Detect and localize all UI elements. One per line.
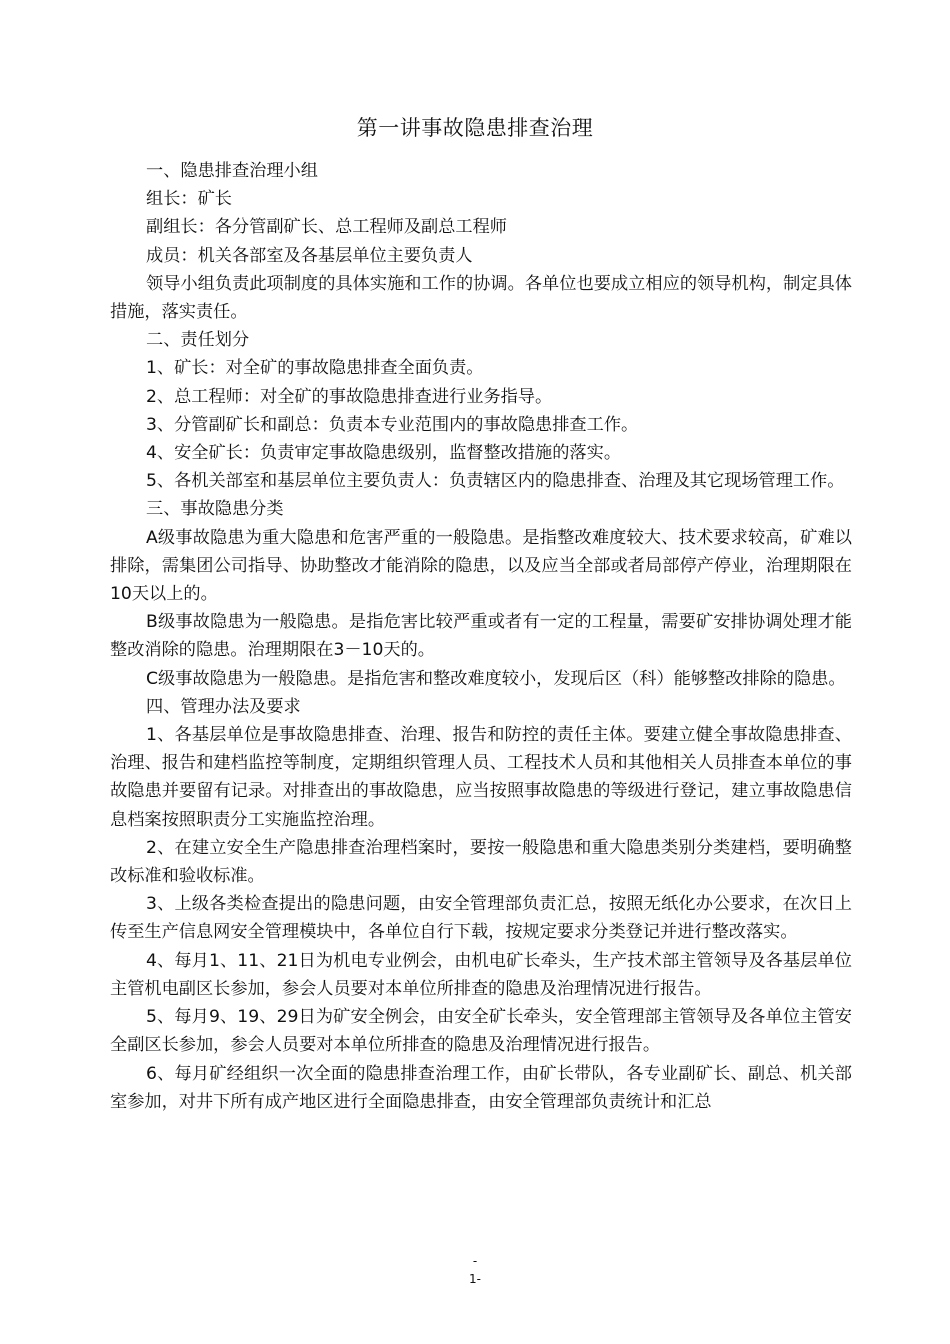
section-heading-2: 二、责任划分: [146, 330, 250, 351]
page-number: 1-: [469, 1272, 481, 1286]
paragraph: 5、每月9、19、29日为矿安全例会，由安全矿长牵头，安全管理部主管领导及各单位主管安全副区长参加，参会人员要对本单位所排查的隐患及治理情况进行报告。: [110, 1007, 852, 1056]
paragraph: 6、每月矿经组织一次全面的隐患排查治理工作，由矿长带队，各专业副矿长、副总、机关部室参加，对井下所有成产地区进行全面隐患排查，由安全管理部负责统计和汇总: [110, 1063, 852, 1112]
paragraph: 3、上级各类检查提出的隐患问题，由安全管理部负责汇总，按照无纸化办公要求，在次日上传至生产信息网安全管理模块中，各单位自行下载，按规定要求分类登记并进行整改落实。: [110, 894, 852, 943]
paragraph: 领导小组负责此项制度的具体实施和工作的协调。各单位也要成立相应的领导机构，制定具体措施，落实责任。: [110, 273, 852, 323]
paragraph: 4、每月1、11、21日为机电专业例会，由机电矿长牵头，生产技术部主管领导及各基层单位主管机电副区长参加，参会人员要对本单位所排查的隐患及治理情况进行报告。: [110, 950, 852, 999]
paragraph: 3、分管副矿长和副总：负责本专业范围内的事故隐患排查工作。: [146, 414, 639, 435]
paragraph: 1、各基层单位是事故隐患排查、治理、报告和防控的责任主体。要建立健全事故隐患排查、治理、报告和建档监控等制度，定期组织管理人员、工程技术人员和其他相关人员排查本单位的事故隐患并要留有记录。对排查出的事故隐患，应当按照事故隐患的等级进行登记，建立事故隐患信息档案按照职责分工实施监控治理。: [110, 725, 852, 830]
section-heading-4: 四、管理办法及要求: [146, 696, 301, 717]
paragraph: 4、安全矿长：负责审定事故隐患级别，监督整改措施的落实。: [146, 443, 622, 464]
paragraph: 副组长：各分管副矿长、总工程师及副总工程师: [146, 217, 507, 238]
paragraph: B级事故隐患为一般隐患。是指危害比较严重或者有一定的工程量，需要矿安排协调处理才能整改消除的隐患。治理期限在3－10天的。: [110, 612, 852, 661]
paragraph: 组长：矿长: [146, 189, 232, 210]
paragraph: A级事故隐患为重大隐患和危害严重的一般隐患。是指整改难度较大、技术要求较高，矿难以排除，需集团公司指导、协助整改才能消除的隐患，以及应当全部或者局部停产停业，治理期限在10天以上的。: [110, 527, 852, 605]
section-heading-3: 三、事故隐患分类: [146, 499, 284, 520]
paragraph: 1、矿长：对全矿的事故隐患排查全面负责。: [146, 358, 484, 379]
footer-dash: -: [472, 1254, 478, 1268]
paragraph: 5、各机关部室和基层单位主要负责人：负责辖区内的隐患排查、治理及其它现场管理工作。: [146, 471, 845, 492]
section-heading-1: 一、隐患排查治理小组: [146, 161, 318, 181]
document-title: 第一讲事故隐患排查治理: [356, 116, 594, 140]
paragraph: 成员：机关各部室及各基层单位主要负责人: [146, 245, 473, 266]
document-body: [110, 157, 852, 1116]
paragraph: 2、总工程师：对全矿的事故隐患排查进行业务指导。: [146, 386, 553, 407]
paragraph: 2、在建立安全生产隐患排查治理档案时，要按一般隐患和重大隐患类别分类建档，要明确整改标准和验收标准。: [110, 837, 852, 887]
paragraph: C级事故隐患为一般隐患。是指危害和整改难度较小，发现后区（科）能够整改排除的隐患。: [146, 668, 846, 689]
